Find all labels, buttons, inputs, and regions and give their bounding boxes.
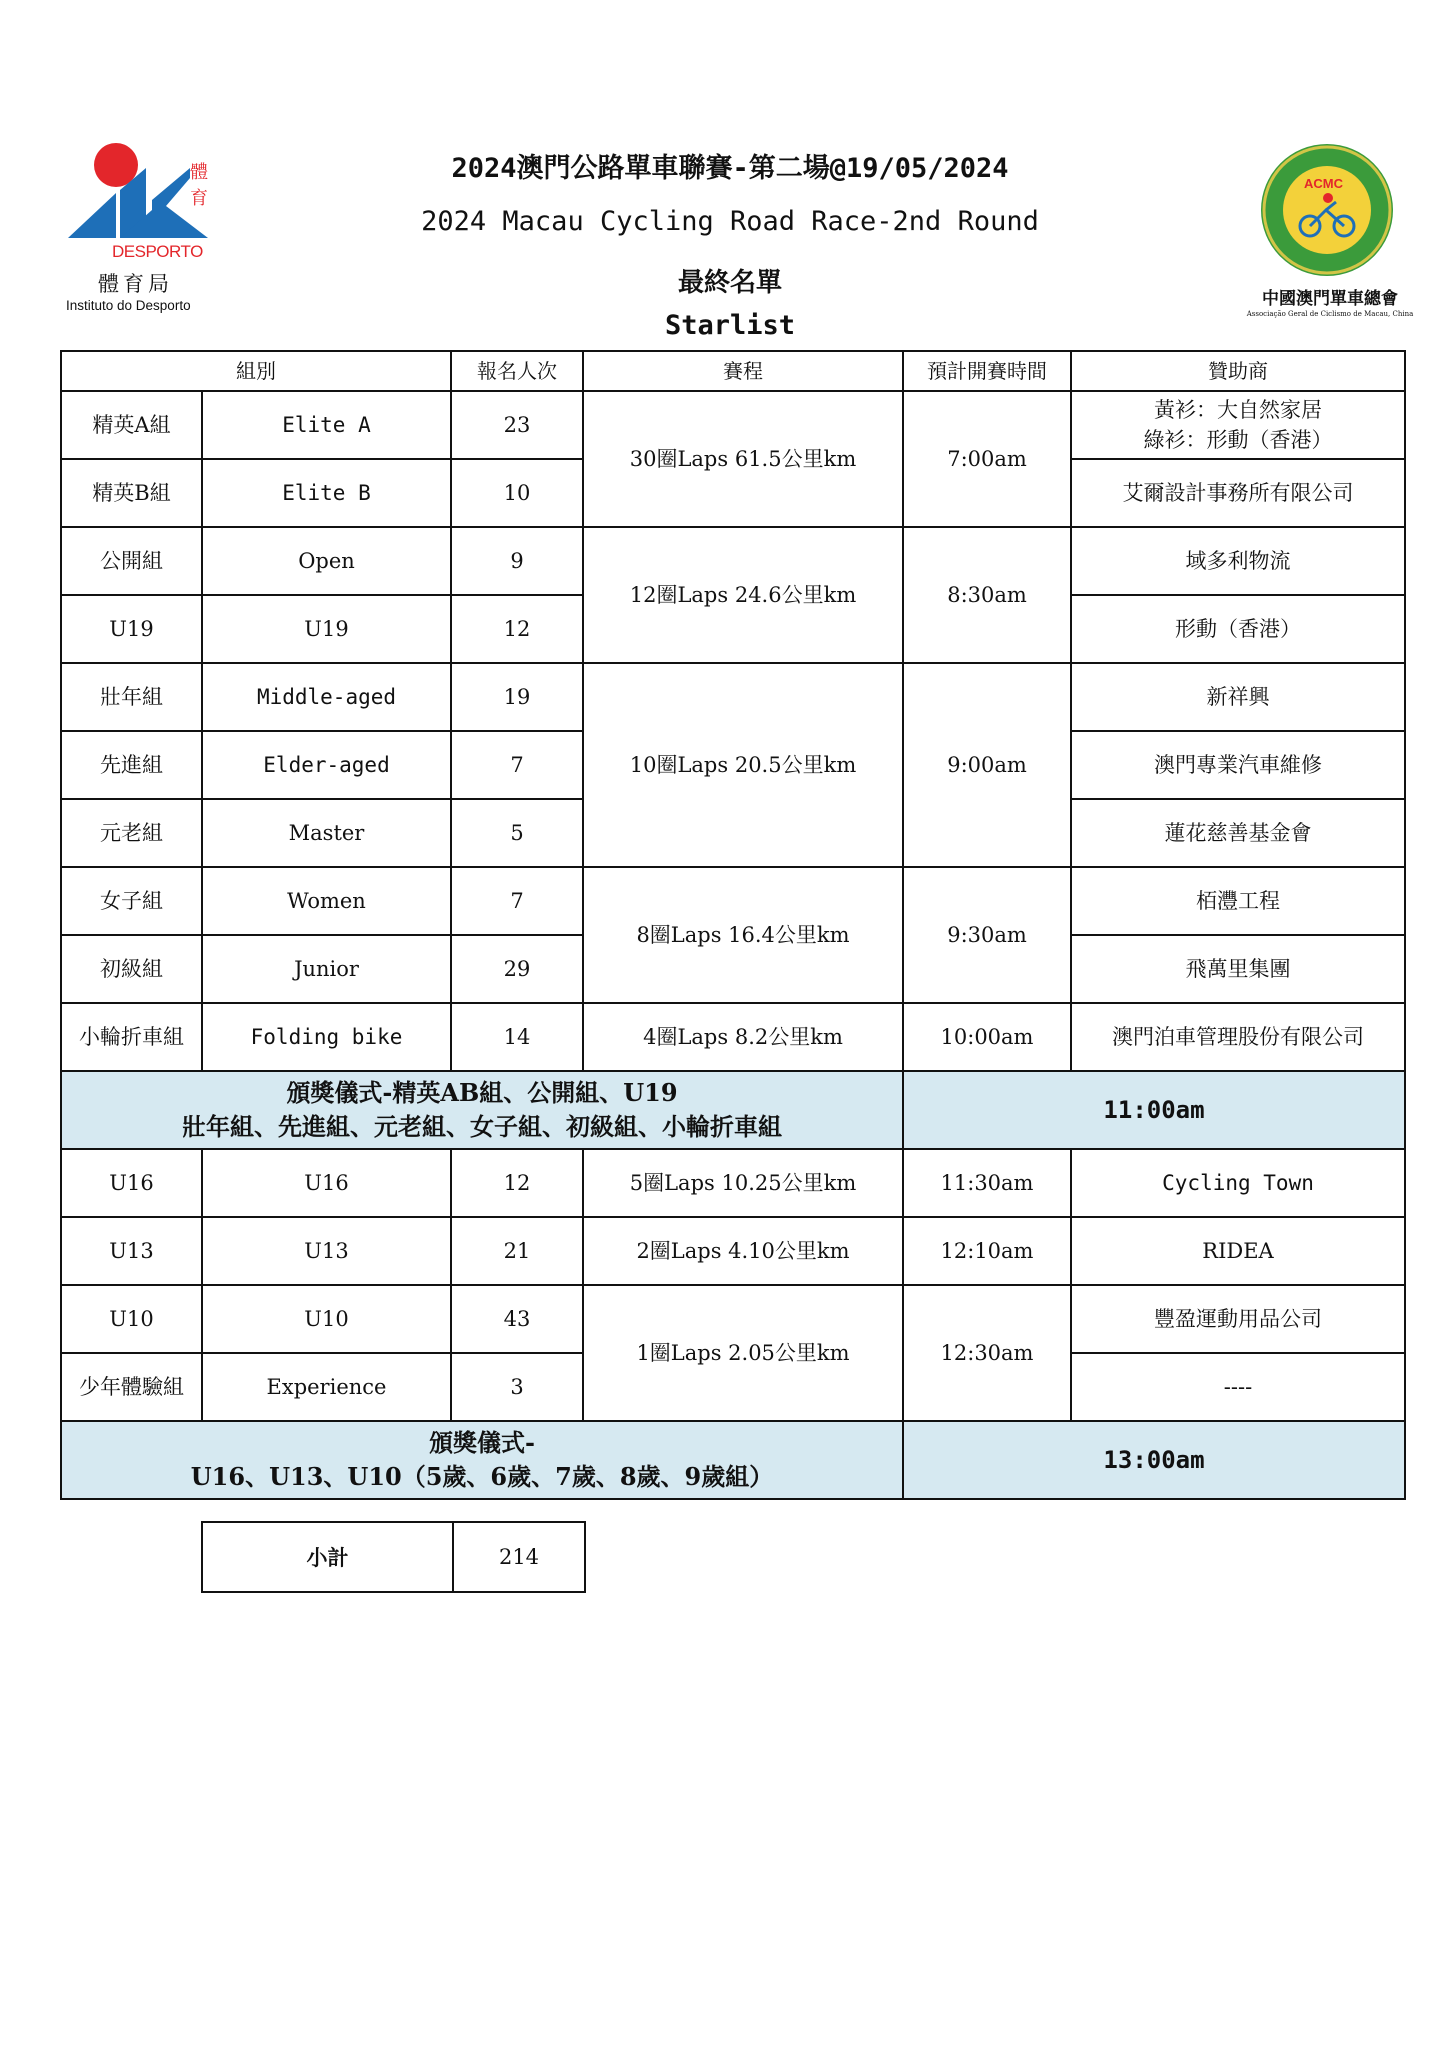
acmc-name-zh: 中國澳門單車總會 <box>1262 289 1398 309</box>
acmc-logo <box>1240 140 1420 330</box>
course: 5圈Laps 10.25公里km <box>583 1149 903 1217</box>
header-group: 組別 <box>61 351 451 391</box>
group-en: U13 <box>202 1217 451 1285</box>
start-time: 9:00am <box>903 663 1071 867</box>
sponsor: 形動（香港） <box>1071 595 1405 663</box>
header-start-time: 預計開賽時間 <box>903 351 1071 391</box>
course: 1圈Laps 2.05公里km <box>583 1285 903 1421</box>
entries: 43 <box>451 1285 583 1353</box>
entries: 29 <box>451 935 583 1003</box>
course: 30圈Laps 61.5公里km <box>583 391 903 527</box>
subtitle-en: Starlist <box>664 310 796 341</box>
entries: 19 <box>451 663 583 731</box>
ceremony-groups <box>61 1071 903 1149</box>
sponsor: 栢灃工程 <box>1071 867 1405 935</box>
ceremony-line: 頒獎儀式-精英AB組、公開組、U19 <box>286 1078 678 1107</box>
group-zh: U10 <box>61 1285 202 1353</box>
table-row <box>61 867 1405 935</box>
group-zh: U19 <box>61 595 202 663</box>
group-en: U19 <box>202 595 451 663</box>
subtotal-table <box>201 1521 586 1593</box>
entries: 7 <box>451 867 583 935</box>
header-sponsor: 贊助商 <box>1071 351 1405 391</box>
sponsor <box>1071 391 1405 459</box>
entries: 12 <box>451 1149 583 1217</box>
entries: 12 <box>451 595 583 663</box>
group-zh: 初級組 <box>61 935 202 1003</box>
start-time: 10:00am <box>903 1003 1071 1071</box>
group-zh: 小輪折車組 <box>61 1003 202 1071</box>
group-en: Open <box>202 527 451 595</box>
header-entries: 報名人次 <box>451 351 583 391</box>
group-zh: 精英A組 <box>61 391 202 459</box>
group-en: U16 <box>202 1149 451 1217</box>
subtotal-label: 小計 <box>202 1522 453 1592</box>
table-row <box>61 1003 1405 1071</box>
sponsor: 澳門專業汽車維修 <box>1071 731 1405 799</box>
start-time: 12:10am <box>903 1217 1071 1285</box>
ceremony-groups <box>61 1421 903 1499</box>
ceremony-row <box>61 1421 1405 1499</box>
ceremony-time: 11:00am <box>903 1071 1405 1149</box>
header-course: 賽程 <box>583 351 903 391</box>
subtotal-row <box>202 1522 585 1592</box>
table-row <box>61 1285 1405 1353</box>
ceremony-line: 頒獎儀式- <box>429 1428 535 1457</box>
course: 8圈Laps 16.4公里km <box>583 867 903 1003</box>
logo-char-1: 體 <box>190 162 208 183</box>
entries: 21 <box>451 1217 583 1285</box>
start-time: 11:30am <box>903 1149 1071 1217</box>
group-zh: 元老組 <box>61 799 202 867</box>
start-time: 9:30am <box>903 867 1071 1003</box>
course: 12圈Laps 24.6公里km <box>583 527 903 663</box>
subtotal-value: 214 <box>453 1522 585 1592</box>
group-en: Folding bike <box>202 1003 451 1071</box>
group-en: Master <box>202 799 451 867</box>
ceremony-row <box>61 1071 1405 1149</box>
sponsor: 艾爾設計事務所有限公司 <box>1071 459 1405 527</box>
group-zh: U16 <box>61 1149 202 1217</box>
table-header-row <box>61 351 1405 391</box>
group-en: Women <box>202 867 451 935</box>
table-row <box>61 663 1405 731</box>
group-zh: 精英B組 <box>61 459 202 527</box>
group-en: Elder-aged <box>202 731 451 799</box>
group-en: Elite A <box>202 391 451 459</box>
entries: 7 <box>451 731 583 799</box>
logo-name-zh: 體育局 <box>98 272 173 296</box>
group-zh: 少年體驗組 <box>61 1353 202 1421</box>
group-en: Experience <box>202 1353 451 1421</box>
sponsor: 蓮花慈善基金會 <box>1071 799 1405 867</box>
sponsor: 豐盈運動用品公司 <box>1071 1285 1405 1353</box>
start-time: 8:30am <box>903 527 1071 663</box>
entries: 9 <box>451 527 583 595</box>
course: 4圈Laps 8.2公里km <box>583 1003 903 1071</box>
sponsor: 澳門泊車管理股份有限公司 <box>1071 1003 1405 1071</box>
starlist-table <box>60 350 1406 1500</box>
acmc-abbr: ACMC <box>1304 176 1343 191</box>
table-row <box>61 1149 1405 1217</box>
sponsor: RIDEA <box>1071 1217 1405 1285</box>
ceremony-line: U16、U13、U10（5歲、6歲、7歲、8歲、9歲組） <box>190 1462 774 1491</box>
entries: 10 <box>451 459 583 527</box>
group-zh: U13 <box>61 1217 202 1285</box>
logo-brand: DESPORTO <box>112 242 203 261</box>
course: 10圈Laps 20.5公里km <box>583 663 903 867</box>
acmc-emblem <box>1240 140 1420 290</box>
start-time: 12:30am <box>903 1285 1071 1421</box>
entries: 3 <box>451 1353 583 1421</box>
group-zh: 女子組 <box>61 867 202 935</box>
group-en: Middle-aged <box>202 663 451 731</box>
title-en: 2024 Macau Cycling Road Race-2nd Round <box>421 206 1039 237</box>
entries: 5 <box>451 799 583 867</box>
group-en: U10 <box>202 1285 451 1353</box>
subtitle-zh: 最終名單 <box>677 268 782 298</box>
course: 2圈Laps 4.10公里km <box>583 1217 903 1285</box>
table-row <box>61 527 1405 595</box>
sponsor: 新祥興 <box>1071 663 1405 731</box>
sponsor: 飛萬里集團 <box>1071 935 1405 1003</box>
title-zh: 2024澳門公路單車聯賽-第二場@19/05/2024 <box>451 153 1009 184</box>
sponsor: Cycling Town <box>1071 1149 1405 1217</box>
group-en: Junior <box>202 935 451 1003</box>
desporto-logo <box>66 138 236 328</box>
logo-name-pt: Instituto do Desporto <box>66 298 191 313</box>
acmc-name-pt: Associação Geral de Ciclismo de Macau, China <box>1246 310 1414 318</box>
start-time: 7:00am <box>903 391 1071 527</box>
group-en: Elite B <box>202 459 451 527</box>
group-zh: 公開組 <box>61 527 202 595</box>
logo-char-2: 育 <box>190 188 208 209</box>
sponsor: 域多利物流 <box>1071 527 1405 595</box>
table-row <box>61 1217 1405 1285</box>
sponsor-line: 綠衫：形動（香港） <box>1143 428 1333 452</box>
sponsor: ---- <box>1071 1353 1405 1421</box>
ceremony-line: 壯年組、先進組、元老組、女子組、初級組、小輪折車組 <box>182 1112 782 1141</box>
sponsor-line: 黃衫：大自然家居 <box>1154 398 1322 422</box>
group-zh: 先進組 <box>61 731 202 799</box>
table-row <box>61 391 1405 459</box>
entries: 14 <box>451 1003 583 1071</box>
group-zh: 壯年組 <box>61 663 202 731</box>
entries: 23 <box>451 391 583 459</box>
ceremony-time: 13:00am <box>903 1421 1405 1499</box>
